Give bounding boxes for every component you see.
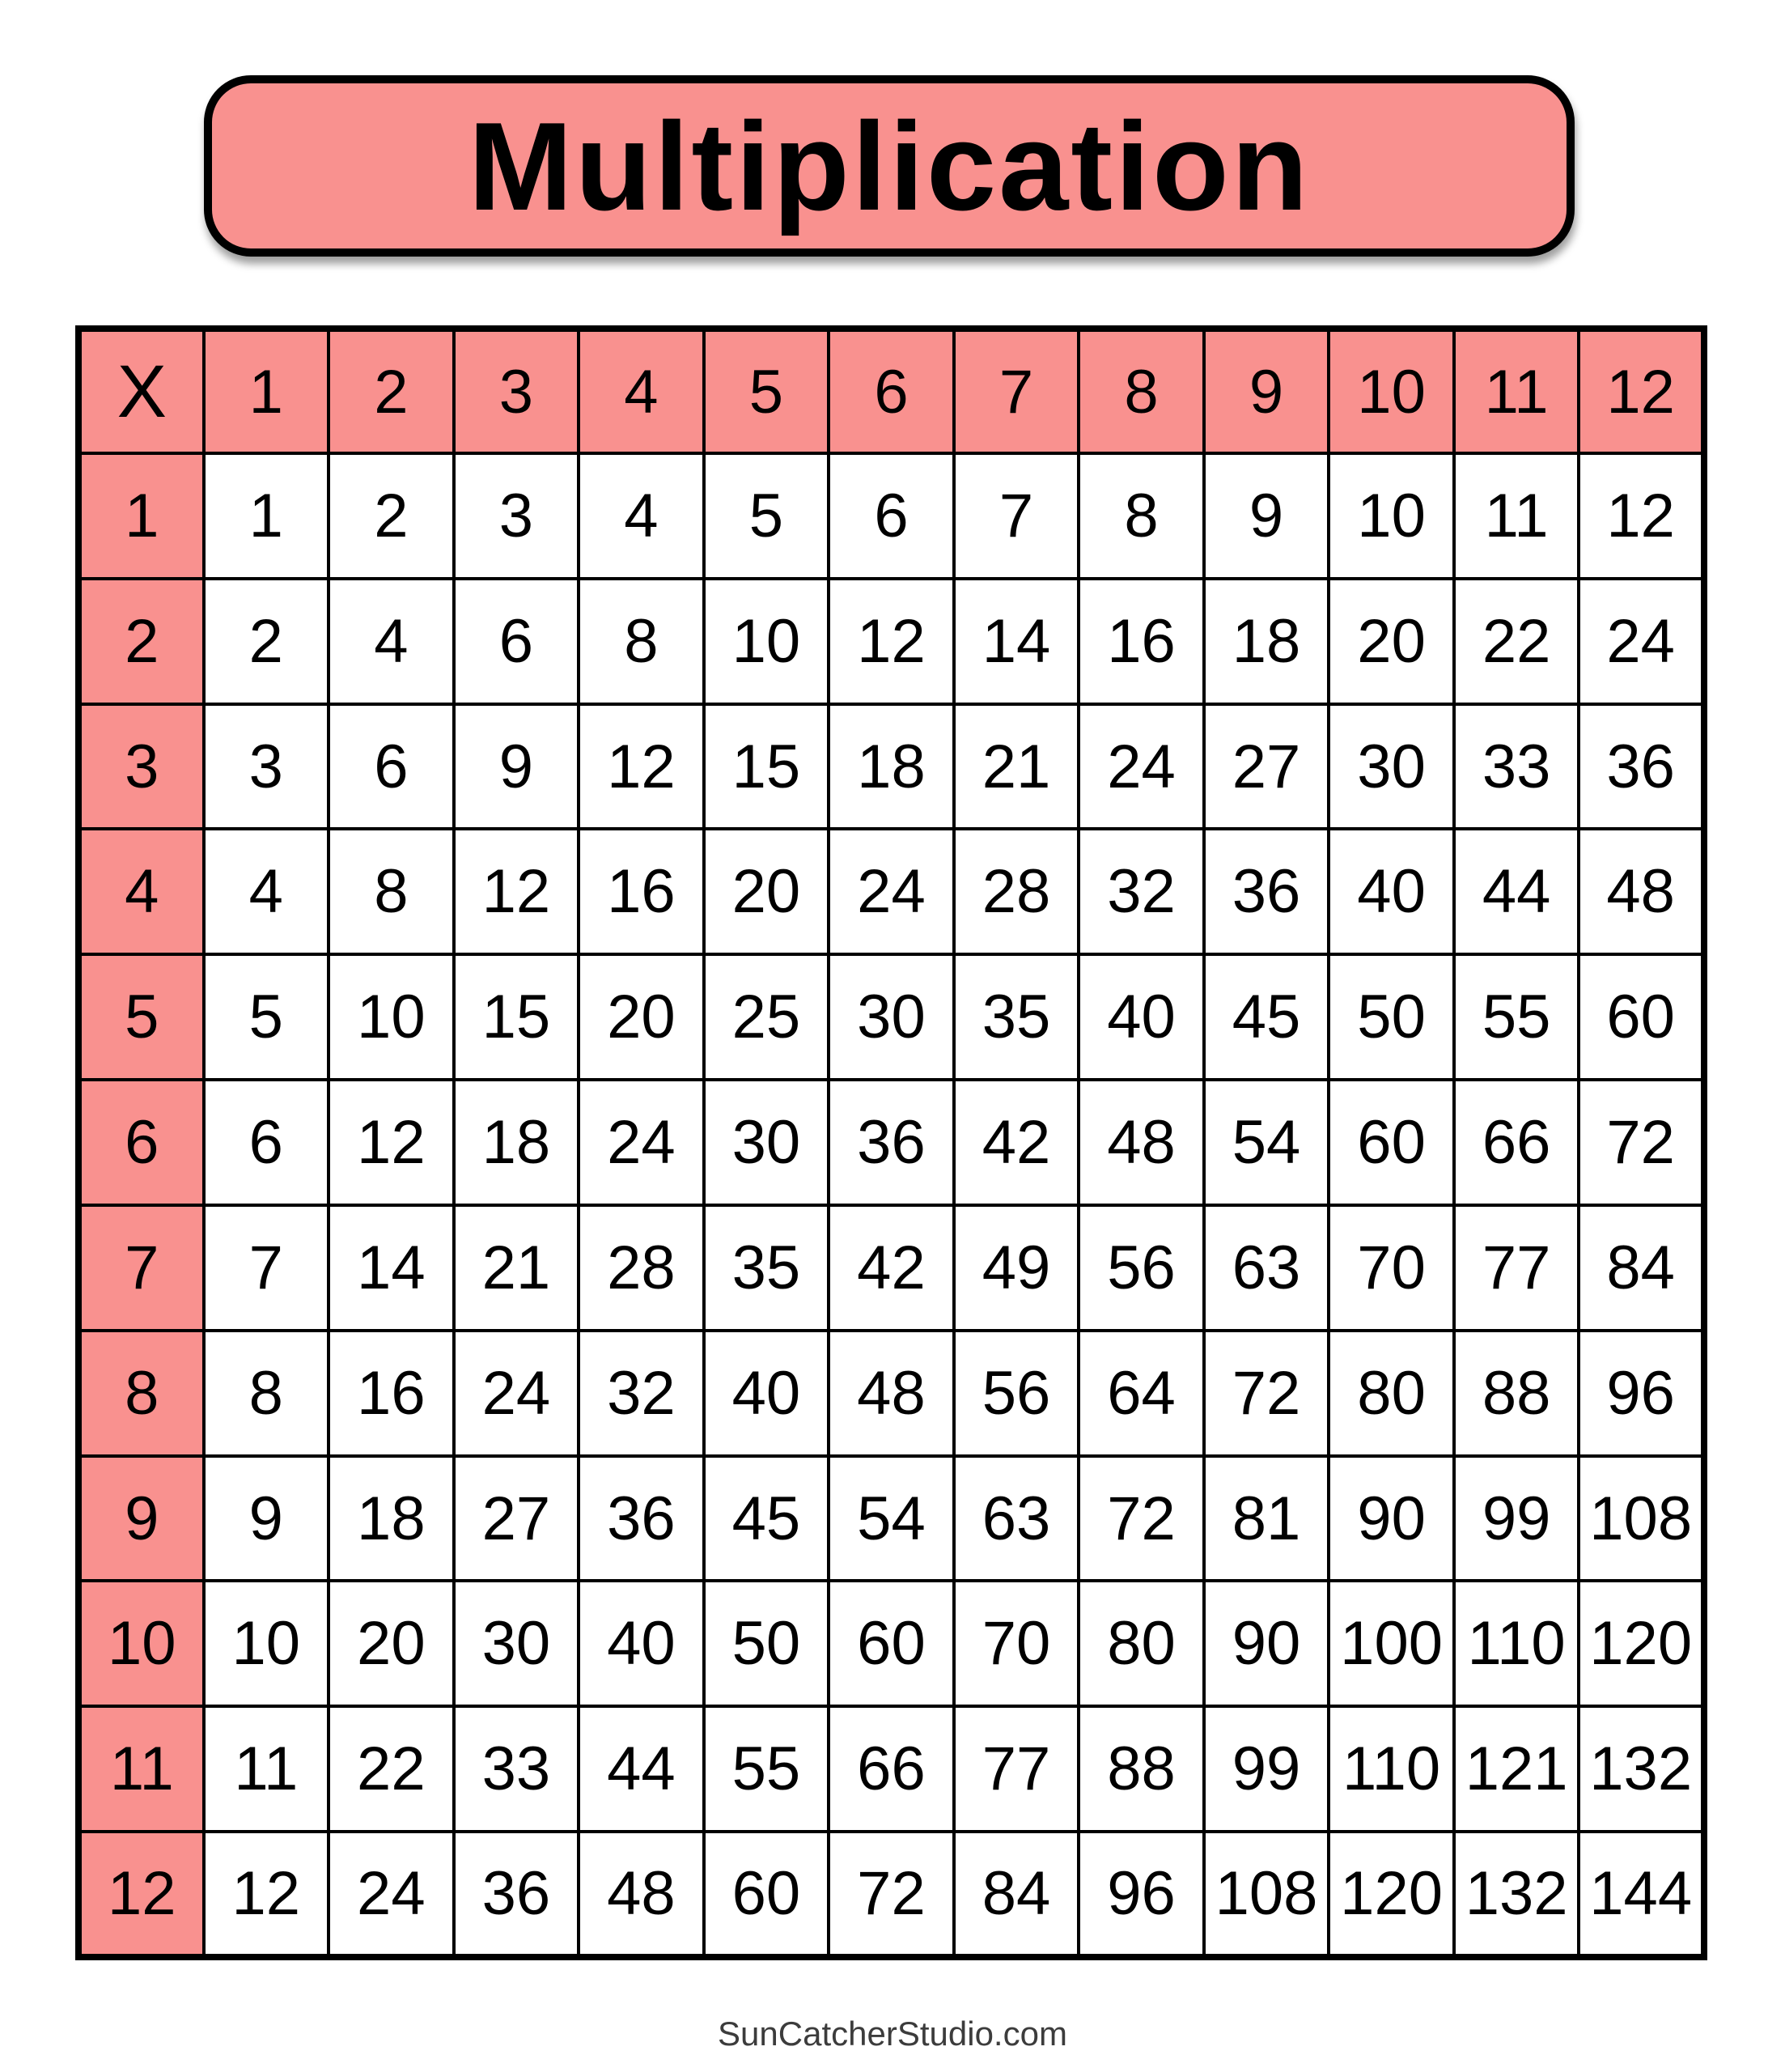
page-title: Multiplication <box>468 96 1311 236</box>
table-row <box>78 829 1704 954</box>
table-row <box>78 453 1704 579</box>
product-cell: 48 <box>1079 1080 1204 1205</box>
product-cell: 36 <box>829 1080 954 1205</box>
product-cell: 16 <box>1079 579 1204 704</box>
column-header: 5 <box>704 329 829 453</box>
product-cell: 88 <box>1079 1706 1204 1832</box>
product-cell: 4 <box>579 453 704 579</box>
product-cell: 96 <box>1579 1331 1704 1456</box>
product-cell: 100 <box>1329 1581 1454 1706</box>
product-cell: 28 <box>579 1205 704 1331</box>
product-cell: 4 <box>329 579 454 704</box>
product-cell: 56 <box>1079 1205 1204 1331</box>
product-cell: 7 <box>954 453 1079 579</box>
product-cell: 32 <box>579 1331 704 1456</box>
product-cell: 28 <box>954 829 1079 954</box>
product-cell: 18 <box>329 1456 454 1582</box>
product-cell: 99 <box>1454 1456 1579 1582</box>
product-cell: 24 <box>579 1080 704 1205</box>
column-header: 8 <box>1079 329 1204 453</box>
product-cell: 30 <box>454 1581 579 1706</box>
product-cell: 60 <box>829 1581 954 1706</box>
column-header: 2 <box>329 329 454 453</box>
product-cell: 40 <box>579 1581 704 1706</box>
column-header: 6 <box>829 329 954 453</box>
product-cell: 12 <box>1579 453 1704 579</box>
product-cell: 80 <box>1329 1331 1454 1456</box>
product-cell: 10 <box>329 954 454 1080</box>
product-cell: 132 <box>1454 1832 1579 1957</box>
product-cell: 54 <box>1204 1080 1329 1205</box>
product-cell: 70 <box>954 1581 1079 1706</box>
product-cell: 108 <box>1579 1456 1704 1582</box>
product-cell: 60 <box>1329 1080 1454 1205</box>
row-header: 9 <box>78 1456 204 1582</box>
product-cell: 60 <box>704 1832 829 1957</box>
product-cell: 8 <box>1079 453 1204 579</box>
product-cell: 11 <box>1454 453 1579 579</box>
product-cell: 5 <box>704 453 829 579</box>
column-header: 3 <box>454 329 579 453</box>
product-cell: 25 <box>704 954 829 1080</box>
product-cell: 40 <box>1079 954 1204 1080</box>
product-cell: 36 <box>1204 829 1329 954</box>
row-header: 3 <box>78 704 204 830</box>
product-cell: 110 <box>1329 1706 1454 1832</box>
product-cell: 24 <box>1079 704 1204 830</box>
product-cell: 7 <box>204 1205 329 1331</box>
product-cell: 50 <box>704 1581 829 1706</box>
product-cell: 132 <box>1579 1706 1704 1832</box>
product-cell: 6 <box>454 579 579 704</box>
product-cell: 40 <box>1329 829 1454 954</box>
product-cell: 121 <box>1454 1706 1579 1832</box>
product-cell: 32 <box>1079 829 1204 954</box>
table-header <box>78 329 1704 453</box>
column-header: 7 <box>954 329 1079 453</box>
product-cell: 6 <box>829 453 954 579</box>
product-cell: 96 <box>1079 1832 1204 1957</box>
product-cell: 16 <box>329 1331 454 1456</box>
column-header: 10 <box>1329 329 1454 453</box>
product-cell: 6 <box>204 1080 329 1205</box>
product-cell: 4 <box>204 829 329 954</box>
table-row <box>78 1581 1704 1706</box>
product-cell: 80 <box>1079 1581 1204 1706</box>
product-cell: 99 <box>1204 1706 1329 1832</box>
product-cell: 18 <box>454 1080 579 1205</box>
product-cell: 77 <box>1454 1205 1579 1331</box>
product-cell: 72 <box>1579 1080 1704 1205</box>
product-cell: 42 <box>829 1205 954 1331</box>
product-cell: 24 <box>329 1832 454 1957</box>
row-header: 11 <box>78 1706 204 1832</box>
product-cell: 49 <box>954 1205 1079 1331</box>
product-cell: 36 <box>1579 704 1704 830</box>
row-header: 7 <box>78 1205 204 1331</box>
product-cell: 14 <box>329 1205 454 1331</box>
product-cell: 9 <box>1204 453 1329 579</box>
product-cell: 16 <box>579 829 704 954</box>
table-row <box>78 704 1704 830</box>
product-cell: 50 <box>1329 954 1454 1080</box>
product-cell: 35 <box>704 1205 829 1331</box>
product-cell: 63 <box>954 1456 1079 1582</box>
product-cell: 18 <box>1204 579 1329 704</box>
product-cell: 48 <box>579 1832 704 1957</box>
row-header: 4 <box>78 829 204 954</box>
row-header: 5 <box>78 954 204 1080</box>
product-cell: 5 <box>204 954 329 1080</box>
row-header: 2 <box>78 579 204 704</box>
table-row <box>78 1205 1704 1331</box>
product-cell: 15 <box>454 954 579 1080</box>
row-header: 6 <box>78 1080 204 1205</box>
column-header: 4 <box>579 329 704 453</box>
product-cell: 30 <box>704 1080 829 1205</box>
product-cell: 66 <box>1454 1080 1579 1205</box>
header-row <box>78 329 1704 453</box>
product-cell: 70 <box>1329 1205 1454 1331</box>
product-cell: 33 <box>1454 704 1579 830</box>
multiplication-table <box>75 325 1707 1960</box>
product-cell: 45 <box>704 1456 829 1582</box>
product-cell: 45 <box>1204 954 1329 1080</box>
product-cell: 144 <box>1579 1832 1704 1957</box>
product-cell: 90 <box>1329 1456 1454 1582</box>
product-cell: 72 <box>829 1832 954 1957</box>
product-cell: 27 <box>1204 704 1329 830</box>
product-cell: 81 <box>1204 1456 1329 1582</box>
product-cell: 6 <box>329 704 454 830</box>
product-cell: 56 <box>954 1331 1079 1456</box>
product-cell: 12 <box>579 704 704 830</box>
product-cell: 1 <box>204 453 329 579</box>
product-cell: 24 <box>1579 579 1704 704</box>
column-header: 11 <box>1454 329 1579 453</box>
corner-cell: X <box>78 329 204 453</box>
product-cell: 84 <box>954 1832 1079 1957</box>
table-row <box>78 1456 1704 1582</box>
product-cell: 8 <box>329 829 454 954</box>
product-cell: 35 <box>954 954 1079 1080</box>
product-cell: 66 <box>829 1706 954 1832</box>
product-cell: 44 <box>1454 829 1579 954</box>
product-cell: 42 <box>954 1080 1079 1205</box>
product-cell: 24 <box>829 829 954 954</box>
product-cell: 48 <box>1579 829 1704 954</box>
product-cell: 55 <box>1454 954 1579 1080</box>
table-row <box>78 579 1704 704</box>
column-header: 1 <box>204 329 329 453</box>
product-cell: 15 <box>704 704 829 830</box>
product-cell: 18 <box>829 704 954 830</box>
footer-credit: SunCatcherStudio.com <box>718 2015 1067 2053</box>
product-cell: 48 <box>829 1331 954 1456</box>
product-cell: 12 <box>204 1832 329 1957</box>
table-row <box>78 1080 1704 1205</box>
row-header: 8 <box>78 1331 204 1456</box>
row-header: 1 <box>78 453 204 579</box>
product-cell: 8 <box>579 579 704 704</box>
product-cell: 20 <box>329 1581 454 1706</box>
product-cell: 55 <box>704 1706 829 1832</box>
product-cell: 22 <box>1454 579 1579 704</box>
product-cell: 21 <box>954 704 1079 830</box>
product-cell: 110 <box>1454 1581 1579 1706</box>
table-row <box>78 1832 1704 1957</box>
product-cell: 120 <box>1329 1832 1454 1957</box>
product-cell: 84 <box>1579 1205 1704 1331</box>
column-header: 12 <box>1579 329 1704 453</box>
row-header: 12 <box>78 1832 204 1957</box>
product-cell: 36 <box>579 1456 704 1582</box>
product-cell: 12 <box>454 829 579 954</box>
product-cell: 2 <box>329 453 454 579</box>
product-cell: 10 <box>704 579 829 704</box>
product-cell: 90 <box>1204 1581 1329 1706</box>
product-cell: 88 <box>1454 1331 1579 1456</box>
product-cell: 3 <box>454 453 579 579</box>
row-header: 10 <box>78 1581 204 1706</box>
product-cell: 24 <box>454 1331 579 1456</box>
product-cell: 9 <box>454 704 579 830</box>
product-cell: 2 <box>204 579 329 704</box>
product-cell: 9 <box>204 1456 329 1582</box>
product-cell: 64 <box>1079 1331 1204 1456</box>
product-cell: 22 <box>329 1706 454 1832</box>
product-cell: 33 <box>454 1706 579 1832</box>
product-cell: 11 <box>204 1706 329 1832</box>
product-cell: 27 <box>454 1456 579 1582</box>
product-cell: 44 <box>579 1706 704 1832</box>
product-cell: 14 <box>954 579 1079 704</box>
product-cell: 10 <box>1329 453 1454 579</box>
product-cell: 3 <box>204 704 329 830</box>
table-body <box>78 453 1704 1957</box>
product-cell: 72 <box>1079 1456 1204 1582</box>
table-row <box>78 954 1704 1080</box>
product-cell: 30 <box>829 954 954 1080</box>
product-cell: 108 <box>1204 1832 1329 1957</box>
product-cell: 63 <box>1204 1205 1329 1331</box>
product-cell: 20 <box>704 829 829 954</box>
product-cell: 12 <box>329 1080 454 1205</box>
product-cell: 54 <box>829 1456 954 1582</box>
product-cell: 12 <box>829 579 954 704</box>
product-cell: 20 <box>579 954 704 1080</box>
product-cell: 8 <box>204 1331 329 1456</box>
product-cell: 21 <box>454 1205 579 1331</box>
product-cell: 60 <box>1579 954 1704 1080</box>
product-cell: 20 <box>1329 579 1454 704</box>
product-cell: 40 <box>704 1331 829 1456</box>
product-cell: 30 <box>1329 704 1454 830</box>
product-cell: 120 <box>1579 1581 1704 1706</box>
product-cell: 72 <box>1204 1331 1329 1456</box>
title-banner <box>204 75 1575 257</box>
product-cell: 77 <box>954 1706 1079 1832</box>
product-cell: 36 <box>454 1832 579 1957</box>
column-header: 9 <box>1204 329 1329 453</box>
table-row <box>78 1706 1704 1832</box>
table-row <box>78 1331 1704 1456</box>
product-cell: 10 <box>204 1581 329 1706</box>
